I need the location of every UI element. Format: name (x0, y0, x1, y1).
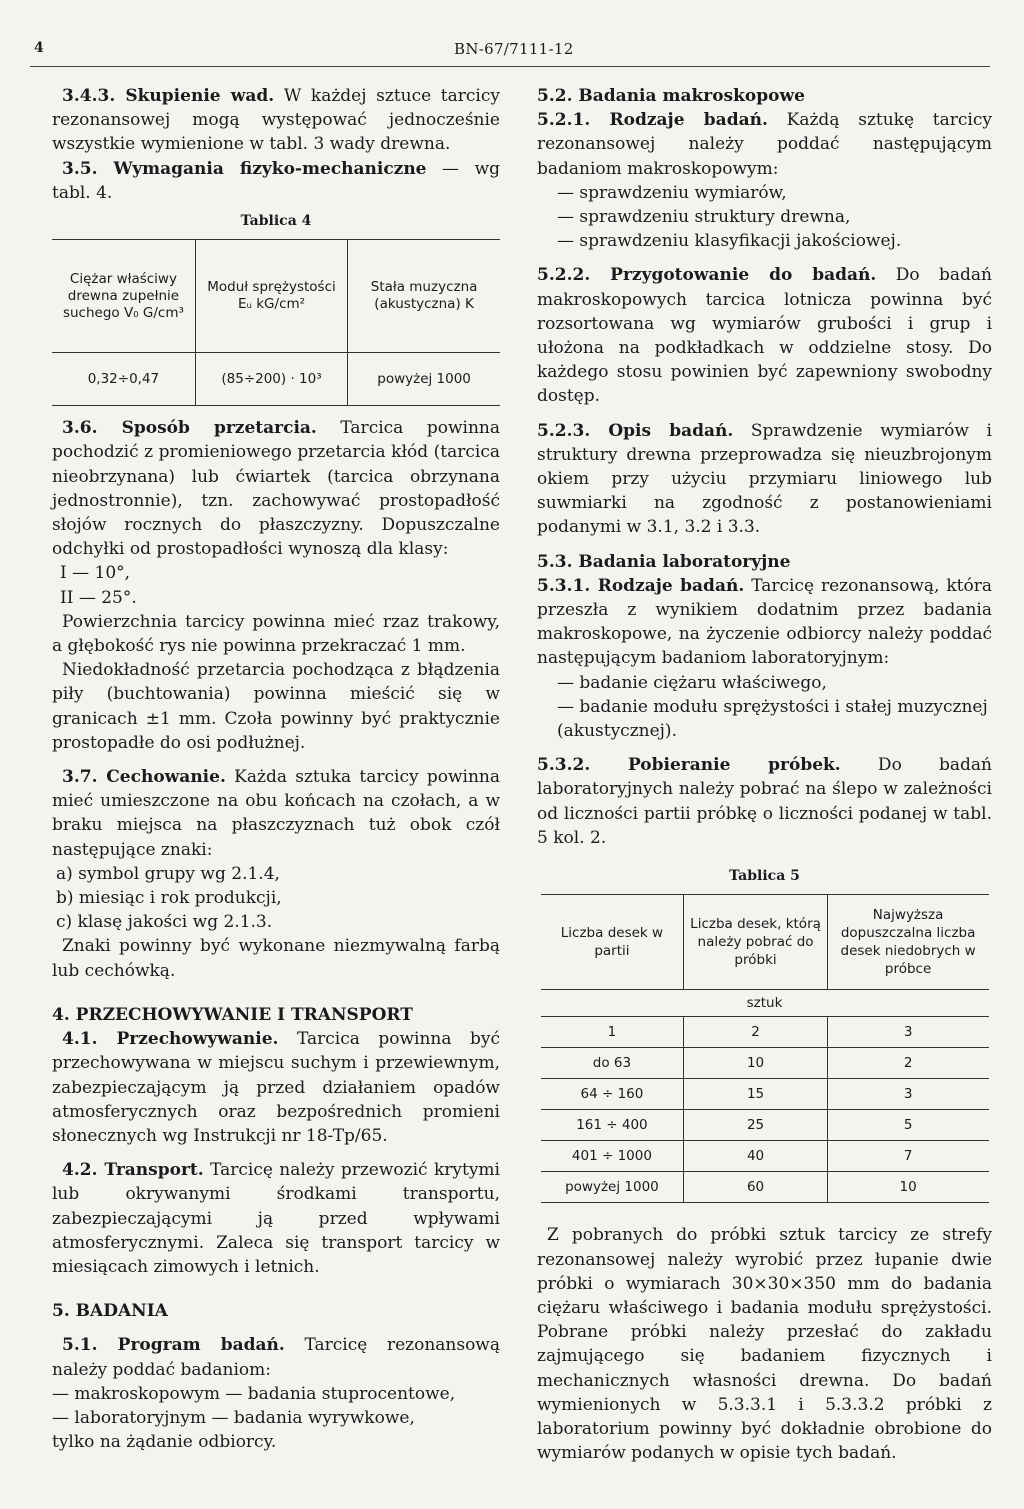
lab-test-density: — badanie ciężaru właściwego, (557, 672, 827, 693)
marking-item-a: a) symbol grupy wg 2.1.4, (56, 863, 280, 884)
marking-item-c: c) klasę jakości wg 2.1.3. (56, 912, 273, 933)
table-5-header-batch: Liczba desek w partii (541, 895, 684, 990)
table-cell: 2 (827, 1048, 988, 1079)
spacer (52, 755, 500, 765)
class-1-tolerance: I — 10°, (60, 563, 131, 584)
spacer (52, 983, 500, 1003)
spacer (537, 409, 992, 419)
table-row (541, 1079, 989, 1110)
table-row (52, 240, 500, 353)
table-4-value-constant: powyżej 1000 (348, 353, 500, 406)
table-cell: 10 (827, 1172, 988, 1203)
table-5-header-defective: Najwyższa dopuszczalna liczba desek niedobrych w próbce (827, 895, 988, 990)
spacer (52, 1279, 500, 1299)
table-4-value-density: 0,32÷0,47 (52, 353, 195, 406)
table-5-unit: sztuk (541, 990, 989, 1017)
section-5-3-2: 5.3.2. Pobieranie próbek. Do badań laboratoryjnych należy pobrać na ślepo w zależności od liczności partii próbkę o liczności podanej w tabl. 5 kol. 2. (537, 755, 992, 848)
table-4-header-density: Ciężar właściwy drewna zupełnie suchego V₀ G/cm³ (52, 240, 195, 353)
lab-test-modulus: — badanie modułu sprężystości i stałej muzycznej (akustycznej). (557, 696, 988, 742)
table-5-colnum-3: 3 (827, 1017, 988, 1048)
section-5-1: 5.1. Program badań. Tarcicę rezonansową należy poddać badaniom: (52, 1335, 500, 1380)
spacer (52, 406, 500, 416)
table-cell: 161 ÷ 400 (541, 1110, 684, 1141)
table-cell: 5 (827, 1110, 988, 1141)
spacer (537, 253, 992, 263)
table-cell: 3 (827, 1079, 988, 1110)
table-4 (52, 239, 500, 406)
page-number: 4 (34, 40, 44, 56)
table-cell: do 63 (541, 1048, 684, 1079)
section-3-5: 3.5. Wymagania fizyko-mechaniczne — wg tabl. 4. (52, 158, 500, 203)
table-cell: 15 (684, 1079, 827, 1110)
section-3-7: 3.7. Cechowanie. Każda sztuka tarcicy powinna mieć umieszczone na obu końcach na czołach, a w braku miejsca na płaszczyznach tuż obok czół następujące znaki: (52, 767, 501, 860)
spacer (52, 1323, 500, 1333)
table-5-colnum-1: 1 (541, 1017, 684, 1048)
section-3-6-paragraph-3: Niedokładność przetarcia pochodząca z błądzenia piły (buchtowania) powinna mieścić się w granicach ±1 mm. Czoła powinny być praktycznie prostopadłe do osi podłużnej. (52, 660, 500, 753)
marking-item-b: b) miesiąc i rok produkcji, (56, 888, 282, 909)
left-column (52, 84, 500, 1454)
table-5 (541, 894, 989, 1203)
spacer (537, 1203, 992, 1223)
section-5-2-3: 5.2.3. Opis badań. Sprawdzenie wymiarów i struktury drewna przeprowadza się nieuzbrojonym okiem przy użyciu przymiaru liniowego lub suwmiarki na zgodność z postanowieniami podanymi w 3.1, 3.2 i 3.3. (537, 420, 992, 538)
section-3-4-3: 3.4.3. Skupienie wad. W każdej sztuce tarcicy rezonansowej mogą występować jednocześnie wszystkie wymienione w tabl. 3 wady drewna. (52, 86, 500, 155)
table-cell: 60 (684, 1172, 827, 1203)
macroscopic-test-classification: — sprawdzeniu klasyfikacji jakościowej. (557, 231, 902, 252)
table-5-caption: Tablica 5 (729, 868, 800, 885)
section-3-7-paragraph-2: Znaki powinny być wykonane niezmywalną farbą lub cechówką. (52, 936, 500, 981)
program-item-macroscopic: — makroskopowym — badania stuprocentowe, (52, 1383, 456, 1404)
section-3-6: 3.6. Sposób przetarcia. Tarcica powinna pochodzić z promieniowego przetarcia kłód (tarcica nieobrzynana) lub ćwiartek (tarcica obrzynana jednostronnie), tzn. zachowywać prostopadłość słojów rocznych do płaszczyzny. Dopuszczalne odchyłki od prostopadłości wynoszą dla klasy: (52, 418, 501, 560)
spacer (537, 743, 992, 753)
table-5-header-sample: Liczba desek, którą należy pobrać do próbki (684, 895, 827, 990)
table-row (541, 990, 989, 1017)
section-4-1: 4.1. Przechowywanie. Tarcica powinna być przechowywana w miejscu suchym i przewiewnym, zabezpieczającym ją przed działaniem opadów atmosferycznych oraz bezpośrednich promieni słonecznych wg Instrukcji nr 18-Tp/65. (52, 1029, 500, 1146)
table-4-header-modulus: Moduł sprężystości Eᵤ kG/cm² (195, 240, 347, 353)
section-3-6-paragraph-2: Powierzchnia tarcicy powinna mieć rzaz trakowy, a głębokość rys nie powinna przekraczać 1 mm. (52, 611, 500, 657)
section-5-2-title: 5.2. Badania makroskopowe (537, 86, 805, 106)
table-4-value-modulus: (85÷200) · 10³ (195, 353, 347, 406)
program-item-laboratory: — laboratoryjnym — badania wyrywkowe, (52, 1407, 415, 1428)
macroscopic-test-dimensions: — sprawdzeniu wymiarów, (557, 182, 787, 203)
section-5-2-2: 5.2.2. Przygotowanie do badań. Do badań makroskopowych tarcica lotnicza powinna być rozsortowana wg wymiarów grubości i grup i ułożona na podkładkach w oddzielne stosy. Do każdego stosu powinien być zapewniony swobodny dostęp. (537, 265, 993, 407)
table-4-caption: Tablica 4 (240, 213, 312, 230)
table-row (52, 353, 500, 406)
table-4-header-constant: Stała muzyczna (akustyczna) K (348, 240, 500, 353)
page-header (34, 40, 990, 64)
table-row (541, 1017, 989, 1048)
table-cell: 40 (684, 1141, 827, 1172)
table-cell: 10 (684, 1048, 827, 1079)
table-row (541, 895, 989, 990)
table-cell: 25 (684, 1110, 827, 1141)
table-row (541, 1110, 989, 1141)
section-5-title: 5. BADANIA (52, 1301, 168, 1322)
spacer (537, 540, 992, 550)
table-cell: 64 ÷ 160 (541, 1079, 684, 1110)
right-column (537, 84, 992, 1465)
table-row (541, 1048, 989, 1079)
table-cell: powyżej 1000 (541, 1172, 684, 1203)
header-rule (30, 66, 990, 67)
section-5-3-1: 5.3.1. Rodzaje badań. Tarcicę rezonansową, która przeszła z wynikiem dodatnim przez badania makroskopowe, na życzenie odbiorcy należy poddać następującym badaniom laboratoryjnym: (537, 575, 993, 669)
table-cell: 7 (827, 1141, 988, 1172)
section-5-3-title: 5.3. Badania laboratoryjne (537, 551, 791, 572)
section-4-2: 4.2. Transport. Tarcicę należy przewozić krytymi lub okrywanymi środkami transportu, zabezpieczającymi ją przed wpływami atmosferycznymi. Zaleca się transport tarcicy w miesiącach zimowych i letnich. (52, 1160, 500, 1277)
class-2-tolerance: II — 25°. (60, 587, 137, 608)
table-5-colnum-2: 2 (684, 1017, 827, 1048)
section-5-2-1: 5.2.1. Rodzaje badań. Każdą sztukę tarcicy rezonansowej należy poddać następującym badaniom makroskopowym: (537, 110, 992, 179)
section-4-title: 4. PRZECHOWYWANIE I TRANSPORT (52, 1004, 413, 1025)
program-note: tylko na żądanie odbiorcy. (52, 1432, 277, 1453)
final-paragraph: Z pobranych do próbki sztuk tarcicy ze strefy rezonansowej należy wyrobić przez łupanie dwie próbki o wymiarach 30×30×350 mm do badania ciężaru właściwego i badania modułu sprężystości. Pobrane próbki należy przesłać do zakładu zajmującego się badaniem fizycznych i mechanicznych własności drewna. Do badań wymienionych w 5.3.3.1 i 5.3.3.2 próbki z laboratorium powinny być dokładnie obrobione do wymiarów podanych w opisie tych badań. (537, 1225, 992, 1464)
table-cell: 401 ÷ 1000 (541, 1141, 684, 1172)
table-row (541, 1141, 989, 1172)
macroscopic-test-structure: — sprawdzeniu struktury drewna, (557, 207, 851, 228)
table-row (541, 1172, 989, 1203)
document-code: BN-67/7111-12 (454, 40, 574, 58)
spacer (52, 1148, 500, 1158)
